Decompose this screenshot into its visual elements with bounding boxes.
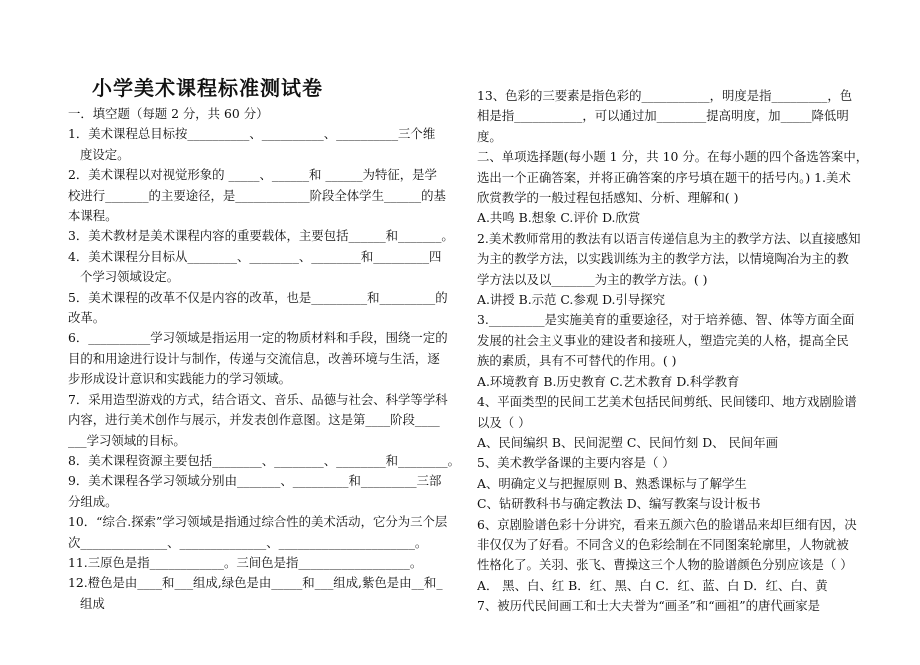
question-line: ___学习领域的目标。 — [68, 432, 186, 448]
question-line: 3．美术教材是美术课程内容的重要载体，主要包括______和_______。 — [68, 228, 454, 244]
left-column — [68, 104, 460, 614]
answer-options: A.讲授 B.示范 C.参观 D.引导探究 — [477, 292, 666, 308]
question-line: 选出一个正确答案，并将正确答案的序号填在题干的括号内。) 1.美术 — [477, 169, 851, 185]
question-line: 改革。 — [68, 310, 106, 326]
question-line: 次______________、______________、______________________。 — [68, 534, 428, 550]
question-line: 校进行_______的主要途径，是____________阶段全体学生______的基 — [68, 187, 446, 203]
question-line: 2.美术教师常用的教法有以语言传递信息为主的教学方法、以直接感知 — [477, 230, 861, 246]
question-line: 发展的社会主义事业的建设者和接班人，塑造完美的人格，提高全民 — [477, 332, 849, 348]
question-line: 1．美术课程总目标按__________、__________、__________三个维 — [68, 126, 436, 142]
section-heading: 一．填空题（每题 2 分，共 60 分） — [68, 106, 269, 121]
question-line: 6、京剧脸谱色彩十分讲究，看来五颜六色的脸谱品来却巨细有因，决 — [477, 516, 857, 532]
question-line: 族的素质，具有不可替代的作用。( ) — [477, 353, 677, 369]
answer-options: C、钻研教科书与确定教法 D、编写教案与设计板书 — [477, 496, 761, 512]
question-line: 度设定。 — [80, 146, 130, 162]
question-line: 内容，进行美术创作与展示，并发表创作意图。这是第____阶段____ — [68, 412, 440, 428]
exam-title: 小学美术课程标准测试卷 — [92, 76, 323, 100]
question-line: 4、平面类型的民间工艺美术包括民间剪纸、民间镂印、地方戏剧脸谱 — [477, 394, 857, 410]
question-line: 非仅仅为了好看。不同含义的色彩绘制在不同图案轮廓里，人物就被 — [477, 536, 849, 552]
section-heading: 二、单项选择题(每小题 1 分，共 10 分。在每小题的四个备选答案中， — [477, 149, 869, 165]
question-line: 本课程。 — [68, 208, 118, 224]
question-line: 分组成。 — [68, 493, 118, 509]
question-line: 7．采用造型游戏的方式，结合语文、音乐、品德与社会、科学等学科 — [68, 391, 448, 407]
question-line: 学方法以及以_______为主的教学方法。( ) — [477, 271, 708, 287]
answer-options: A、民间编织 B、民间泥塑 C、民间竹刻 D、 民间年画 — [477, 434, 779, 450]
question-line: 12.橙色是由____和___组成,绿色是由_____和___组成,紫色是由__和_ — [68, 575, 443, 591]
question-line: 以及（ ） — [477, 414, 531, 430]
question-line: 组成 — [80, 595, 105, 611]
question-line: 7、被历代民间画工和士大夫誉为“画圣”和“画祖”的唐代画家是 — [477, 598, 820, 614]
question-line: 4．美术课程分目标从________、________、________和_________四 — [68, 248, 442, 264]
question-line: 欣赏教学的一般过程包括感知、分析、理解和( ) — [477, 190, 739, 206]
question-line: 10．“综合.探索”学习领域是指通过综合性的美术活动，它分为三个层 — [68, 514, 448, 530]
question-line: 为主的教学方法，以实践训练为主的教学方法，以情境陶冶为主的教 — [477, 251, 849, 267]
question-line: 8．美术课程资源主要包括________、________、________和________。 — [68, 452, 460, 468]
question-line: 5、美术教学备课的主要内容是（ ） — [477, 455, 675, 471]
question-line: 13、色彩的三要素是指色彩的___________，明度是指_________，色 — [477, 88, 853, 103]
question-line: 2．美术课程以对视觉形象的 _____、______和 ______为特征，是学 — [68, 167, 437, 183]
right-column — [477, 86, 869, 617]
question-line: 度。 — [477, 128, 502, 144]
question-line: 相是指___________，可以通过加________提高明度，加_____降低明 — [477, 108, 849, 124]
answer-options: A． 黑、白、红 B．红、黑、白 C．红、蓝、白 D．红、白、黄 — [477, 577, 828, 593]
question-line: 个学习领域设定。 — [80, 269, 180, 285]
question-line: 9．美术课程各学习领域分别由_______、_________和_________三部 — [68, 473, 442, 489]
answer-options: A、明确定义与把握原则 B、熟悉课标与了解学生 — [477, 475, 747, 491]
question-line: 11.三原色是指____________。三间色是指__________________。 — [68, 554, 423, 570]
answer-options: A.共鸣 B.想象 C.评价 D.欣赏 — [477, 210, 641, 226]
question-line: 6．__________学习领域是指运用一定的物质材料和手段，围绕一定的 — [68, 330, 448, 346]
question-line: 5．美术课程的改革不仅是内容的改革，也是_________和_________的 — [68, 289, 448, 305]
question-line: 性格化了。关羽、张飞、曹操这三个人物的脸谱颜色分别应该是（ ） — [477, 557, 853, 573]
question-line: 目的和用途进行设计与制作，传递与交流信息，改善环境与生活，逐 — [68, 350, 440, 366]
answer-options: A.环境教育 B.历史教育 C.艺术教育 D.科学教育 — [477, 373, 740, 389]
question-line: 步形成设计意识和实践能力的学习领域。 — [68, 371, 292, 387]
question-line: 3._________是实施美育的重要途径，对于培养德、智、体等方面全面 — [477, 312, 855, 328]
